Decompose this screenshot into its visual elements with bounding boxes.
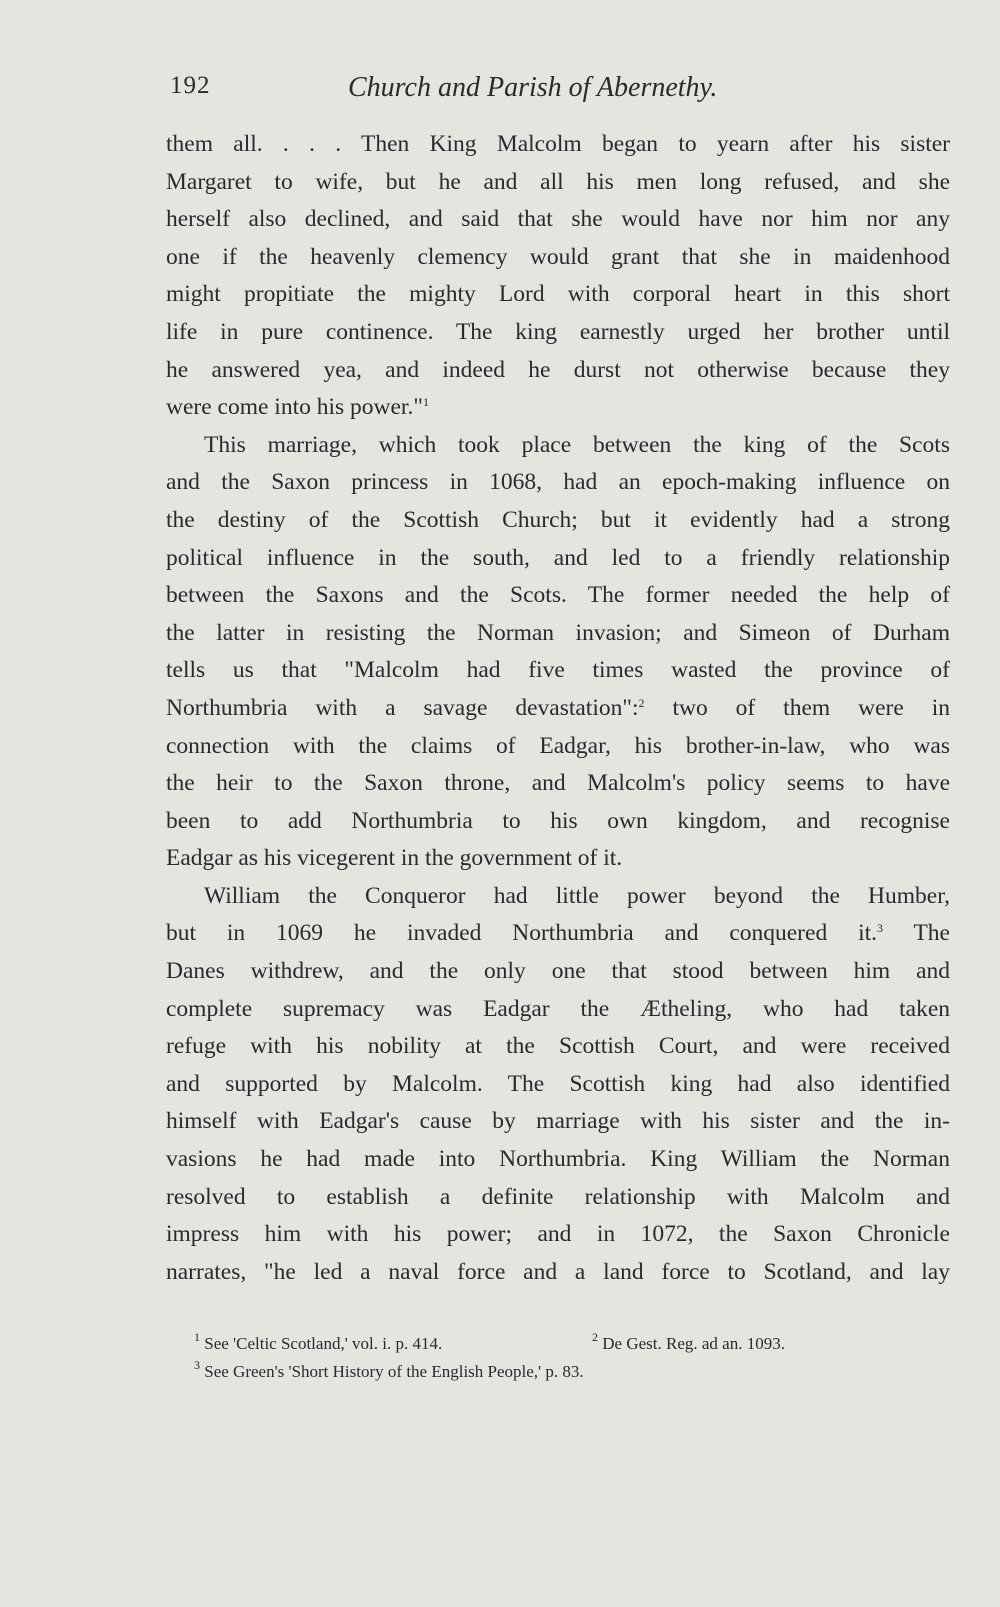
text-line: been to add Northumbria to his own kingdom, and recognise (166, 807, 950, 834)
text-line: himself with Eadgar's cause by marriage with his sister and the in- (166, 1108, 950, 1135)
text-line: he answered yea, and indeed he durst not otherwise because they (166, 356, 950, 383)
text-line: might propitiate the mighty Lord with corporal heart in this short (166, 281, 950, 308)
footnote-2: $^2$ De Gest. Reg. ad an. 1093. (592, 1330, 785, 1353)
footnotes (194, 1330, 884, 1386)
running-head (170, 72, 800, 112)
text-line: one if the heavenly clemency would grant that she in maidenhood (166, 243, 950, 270)
text-line: them all. . . . Then King Malcolm began to yearn after his sister (166, 131, 950, 157)
text-line: vasions he had made into Northumbria. King William the Norman (166, 1146, 950, 1173)
text-line: Danes withdrew, and the only one that stood between him and (166, 958, 950, 985)
text-line: complete supremacy was Eadgar the Ætheling, who had taken (166, 995, 950, 1022)
text-line: but in 1069 he invaded Northumbria and conquered it.$^3$ The (166, 920, 950, 947)
running-title: Church and Parish of Abernethy. (348, 72, 718, 103)
text-line: resolved to establish a definite relationship with Malcolm and (166, 1183, 950, 1210)
footnote-ref: 2 (638, 695, 645, 710)
footnote-row (194, 1358, 884, 1386)
text-line: political influence in the south, and led to a friendly relationship (166, 544, 950, 571)
text-line: and supported by Malcolm. The Scottish king had also identified (166, 1070, 950, 1097)
text-line: the heir to the Saxon throne, and Malcolm's policy seems to have (166, 770, 950, 797)
body-text (166, 126, 950, 1291)
text-line: herself also declined, and said that she would have nor him nor any (166, 206, 950, 233)
text-line: between the Saxons and the Scots. The former needed the help of (166, 582, 950, 609)
footnote-row (194, 1330, 884, 1358)
text-line: refuge with his nobility at the Scottish Court, and were received (166, 1033, 950, 1060)
text-line: Margaret to wife, but he and all his men long refused, and she (166, 168, 950, 195)
footnote-ref: 3 (877, 921, 883, 936)
text-line: and the Saxon princess in 1068, had an epoch-making influence on (166, 469, 950, 496)
text-line: Northumbria with a savage devastation":$^2$ two of them were in (166, 694, 950, 721)
text-line: impress him with his power; and in 1072, the Saxon Chronicle (166, 1221, 950, 1248)
footnote-3: $^3$ See Green's 'Short History of the English People,' p. 83. (194, 1358, 584, 1381)
text-line: were come into his power."$^1$ (166, 394, 429, 421)
page-number: 192 (170, 72, 211, 99)
text-line: tells us that "Malcolm had five times wasted the province of (166, 657, 950, 684)
text-line: life in pure continence. The king earnestly urged her brother until (166, 318, 950, 345)
footnote-1: $^1$ See 'Celtic Scotland,' vol. i. p. 414. (194, 1330, 443, 1353)
text-line: the destiny of the Scottish Church; but it evidently had a strong (166, 506, 950, 533)
text-line: narrates, "he led a naval force and a land force to Scotland, and lay (166, 1258, 950, 1285)
footnote-ref: 1 (422, 395, 429, 410)
text-line: William the Conqueror had little power beyond the Humber, (204, 882, 950, 909)
text-line: Eadgar as his vicegerent in the government of it. (166, 845, 623, 872)
text-line: the latter in resisting the Norman invasion; and Simeon of Durham (166, 619, 950, 646)
text-line: connection with the claims of Eadgar, his brother-in-law, who was (166, 732, 950, 759)
text-line: This marriage, which took place between the king of the Scots (204, 431, 950, 458)
